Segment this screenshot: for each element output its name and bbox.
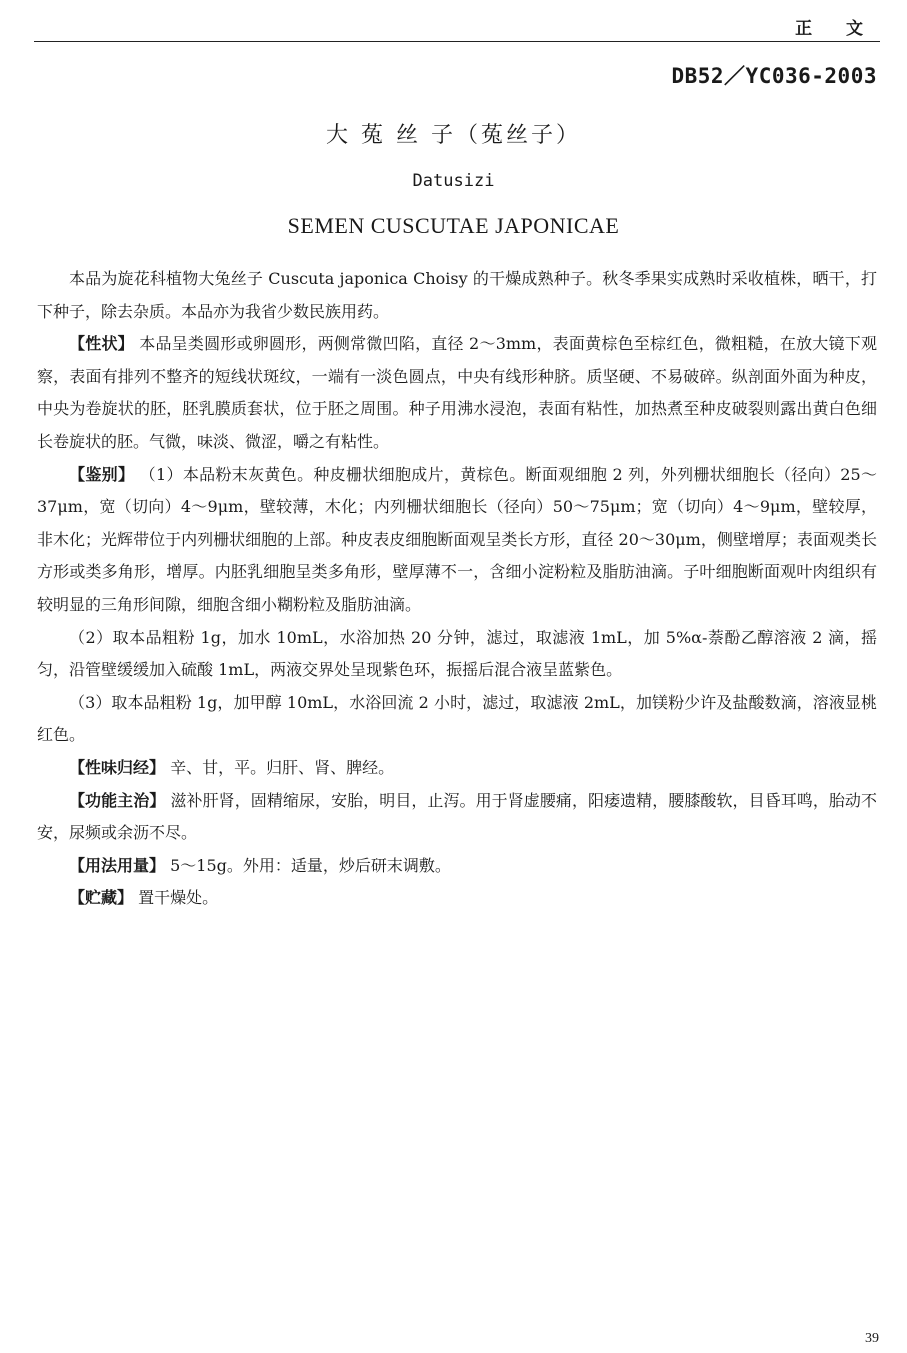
paragraph-text: （3）取本品粗粉 1g，加甲醇 10mL，水浴回流 2 小时，滤过，取滤液 2mL，加镁粉少许及盐酸数滴，溶液显桃红色。 <box>37 692 877 745</box>
monograph-body <box>37 263 877 915</box>
paragraph-text: 本品为旋花科植物大兔丝子 Cuscuta japonica Choisy 的干燥成熟种子。秋冬季果实成熟时采收植株，晒干，打下种子，除去杂质。本品亦为我省少数民族用药。 <box>37 269 877 321</box>
paragraph-source <box>37 263 877 328</box>
section-label-identification: 【鉴别】 <box>69 464 135 484</box>
latin-name: SEMEN CUSCUTAE JAPONICAE <box>287 213 620 238</box>
section-label-functions: 【功能主治】 <box>69 790 166 810</box>
paragraph-nature-meridian <box>37 752 877 785</box>
header-rule <box>34 41 880 42</box>
paragraph-dosage <box>37 850 877 883</box>
header-section-label: 正 文 <box>795 19 877 39</box>
section-label-dosage: 【用法用量】 <box>69 855 166 875</box>
paragraph-text: 滋补肝肾，固精缩尿，安胎，明目，止泻。用于肾虚腰痛，阳痿遗精，腰膝酸软，目昏耳鸣，胎动不安，尿频或余沥不尽。 <box>37 790 877 843</box>
paragraph-text: 本品呈类圆形或卵圆形，两侧常微凹陷，直径 2～3mm，表面黄棕色至棕红色，微粗糙，在放大镜下观察，表面有排列不整齐的短线状斑纹，一端有一淡色圆点，中央有线形种脐。质坚硬、不易破碎。纵剖面外面为种皮，中央为卷旋状的胚，胚乳膜质套状，位于胚之周围。种子用沸水浸泡，表面有粘性，加热煮至种皮破裂则露出黄白色细长卷旋状的胚。气微，味淡、微涩，嚼之有粘性。 <box>37 334 877 451</box>
paragraph-identification-2 <box>37 622 877 687</box>
paragraph-identification-3 <box>37 687 877 752</box>
paragraph-functions <box>37 785 877 850</box>
paragraph-identification-1 <box>37 459 877 622</box>
section-label-nature-meridian: 【性味归经】 <box>69 757 166 777</box>
paragraph-storage <box>37 882 877 915</box>
pinyin-name: Datusizi <box>412 171 495 191</box>
paragraph-text: 置干燥处。 <box>133 888 219 908</box>
paragraph-characteristics <box>37 328 877 458</box>
paragraph-text: 辛、甘，平。归肝、肾、脾经。 <box>165 757 395 777</box>
paragraph-text: （1）本品粉末灰黄色。种皮栅状细胞成片，黄棕色。断面观细胞 2 列，外列栅状细胞长（径向）25～37μm，宽（切向）4～9μm，壁较薄，木化；内列栅状细胞长（径向）50～75μm；宽（切向）4～9μm，壁较厚，非木化；光辉带位于内列栅状细胞的上部。种皮表皮细胞断面观呈类长方形，直径 20～30μm，侧壁增厚；表面观类长方形或类多角形，增厚。内胚乳细胞呈类多角形，壁厚薄不一，含细小淀粉粒及脂肪油滴。子叶细胞断面观叶肉组织有较明显的三角形间隙，细胞含细小糊粉粒及脂肪油滴。 <box>37 464 877 614</box>
section-label-characteristics: 【性状】 <box>69 334 134 354</box>
page-number: 39 <box>865 1331 879 1346</box>
section-label-storage: 【贮藏】 <box>69 888 134 908</box>
document-number: DB52／YC036-2003 <box>671 64 877 88</box>
paragraph-text: 5～15g。外用：适量，炒后研末调敷。 <box>165 855 451 875</box>
page-title: 大 菟 丝 子（菟丝子） <box>326 123 581 148</box>
paragraph-text: （2）取本品粗粉 1g，加水 10mL，水浴加热 20 分钟，滤过，取滤液 1mL，加 5%α-萘酚乙醇溶液 2 滴，摇匀，沿管壁缓缓加入硫酸 1mL，两液交界处呈现紫色环，振摇后混合液呈蓝紫色。 <box>37 627 877 680</box>
